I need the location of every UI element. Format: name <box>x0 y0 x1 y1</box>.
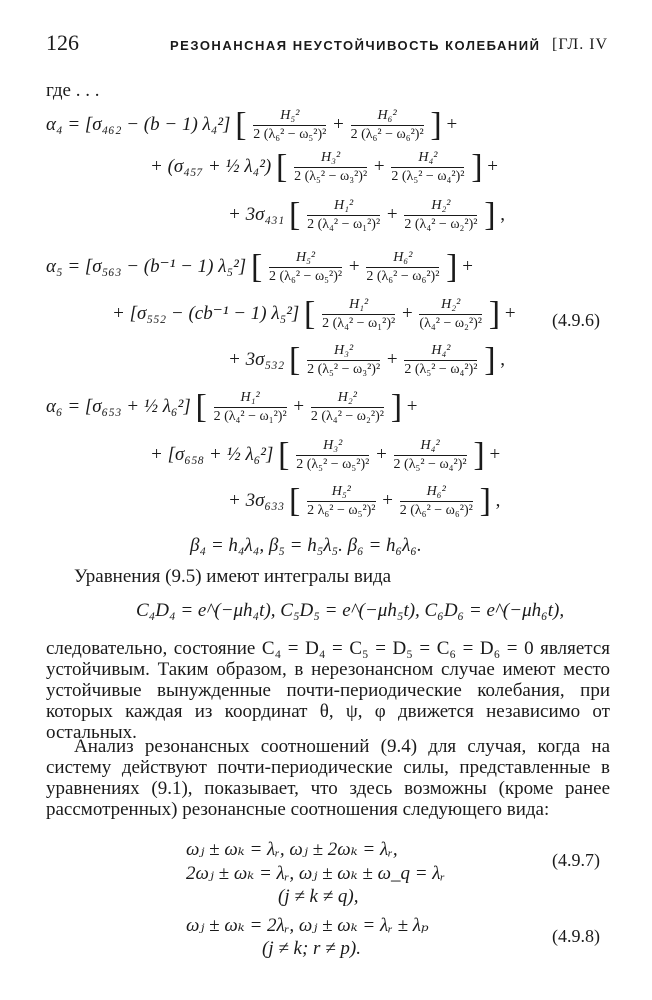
bracket-close: ] <box>479 482 491 520</box>
fraction-denominator: 2 (λ₅² − ω₄²)² <box>393 457 467 472</box>
fraction-denominator: 2 (λ₆² − ω₆²)² <box>399 503 473 518</box>
equation-number: (4.9.6) <box>552 310 600 330</box>
bracket-open: [ <box>195 388 207 426</box>
fraction-numerator: H₄² <box>391 150 464 168</box>
beta-equations: β₄ = h₄λ₄, β₅ = h₅λ₅. β₆ = h₆λ₆. <box>190 535 422 556</box>
bracket-close: ] <box>446 248 458 286</box>
equation-number: (4.9.8) <box>552 926 600 946</box>
fraction-numerator: H₄² <box>394 438 467 456</box>
fraction-numerator: H₃² <box>296 438 369 456</box>
where-label: где . . . <box>46 80 100 101</box>
bracket-open: [ <box>250 248 263 286</box>
fraction-denominator: 2 (λ₆² − ω₅²)² <box>253 127 327 142</box>
page-number: 126 <box>46 30 79 55</box>
fraction-denominator: 2 (λ₄² − ω₁²)² <box>213 409 287 424</box>
fraction-numerator: H₄² <box>404 343 477 361</box>
bracket-open: [ <box>289 196 301 234</box>
alpha5-line3: + 3σ₅₃₂ [ $\frac{\text{H₃²}}{\text{2 (λ₅² − ω₃²)²}}$ + $\frac{\text{H₄²}}{\text{2 (λ₅² − ω₄²)²}}$ ] , <box>228 341 506 379</box>
fraction-denominator: 2 (λ₆² − ω₆²)² <box>366 269 440 284</box>
resonance-condition2: (j ≠ k; r ≠ p). <box>262 938 361 959</box>
alpha5-term2: + [σ₅₅₂ − (cb⁻¹ − 1) λ₅²] <box>112 302 300 324</box>
resonance-line1: ωⱼ ± ωₖ = λᵣ, ωⱼ ± 2ωₖ = λᵣ, <box>186 839 398 860</box>
fraction-denominator: 2 (λ₅² − ω₄²)² <box>404 362 478 377</box>
fraction <box>294 150 367 185</box>
fraction-numerator: H₃² <box>307 343 380 361</box>
fraction-numerator: H₁² <box>214 390 287 408</box>
fraction-denominator: 2 (λ₄² − ω₁²)² <box>322 316 396 331</box>
chapter-label: [ГЛ. IV <box>552 36 609 53</box>
bracket-close: ] <box>390 388 403 426</box>
alpha4-lhs: α₄ = [σ₄₆₂ − (b − 1) λ₄²] <box>46 113 231 135</box>
fraction-numerator: H₆² <box>366 250 439 268</box>
resonance-condition1: (j ≠ k ≠ q), <box>278 886 359 907</box>
running-title: РЕЗОНАНСНАЯ НЕУСТОЙЧИВОСТЬ КОЛЕБАНИЙ <box>170 38 541 53</box>
fraction-denominator: 2 (λ₄² − ω₁²)² <box>307 217 381 232</box>
bracket-close: ] <box>473 436 485 474</box>
fraction-numerator: H₂² <box>419 297 482 315</box>
fraction-numerator: H₆² <box>351 108 424 126</box>
fraction <box>296 438 369 473</box>
fraction <box>214 390 287 425</box>
fraction-numerator: H₅² <box>269 250 342 268</box>
fraction <box>391 150 464 185</box>
fraction <box>311 390 384 425</box>
fraction <box>307 198 380 233</box>
alpha6-term2: + [σ₆₅₈ + ½ λ₆²] <box>150 443 274 465</box>
bracket-open: [ <box>289 341 301 379</box>
paragraph-resonance-analysis: Анализ резонансных соотношений (9.4) для случая, когда на систему действуют почти-периодические силы, представленные в уравнениях (9.1), показывает, что здесь возможны (кроме ранее рассмотренных) резонансные соотношения следующего вида: <box>46 736 610 820</box>
alpha6-term3: + 3σ₆₃₃ <box>228 489 285 511</box>
bracket-close: ] <box>430 106 442 144</box>
fraction <box>253 108 326 143</box>
fraction-denominator: 2 (λ₄² − ω₂²)² <box>310 409 384 424</box>
bracket-close: ] <box>484 196 496 234</box>
fraction <box>366 250 439 285</box>
fraction-numerator: H₂² <box>311 390 384 408</box>
fraction-denominator: 2 λ₆² − ω₅²)² <box>307 503 376 518</box>
fraction-numerator: H₃² <box>294 150 367 168</box>
bracket-open: [ <box>276 148 288 186</box>
fraction <box>400 484 473 519</box>
resonance-line3: ωⱼ ± ωₖ = 2λᵣ, ωⱼ ± ωₖ = λᵣ ± λₚ <box>186 915 429 936</box>
fraction <box>307 484 375 519</box>
integrals-formula: C₄D₄ = e^(−μh₄t), C₅D₅ = e^(−μh₅t), C₆D₆ = e^(−μh₆t), <box>136 600 565 621</box>
bracket-close: ] <box>484 341 496 379</box>
paragraph-integrals-intro: Уравнения (9.5) имеют интегралы вида <box>74 566 392 587</box>
bracket-open: [ <box>289 482 301 520</box>
fraction <box>419 297 482 332</box>
alpha5-line2: + [σ₅₅₂ − (cb⁻¹ − 1) λ₅²] [ $\frac{\text{H₁²}}{\text{2 (λ₄² − ω₁²)²}}$ + $\frac{\text{H₂²}}{\text{(λ₄² − ω₂²)²}}$ ] + <box>112 295 516 333</box>
fraction <box>404 198 477 233</box>
alpha6-lhs: α₆ = [σ₆₅₃ + ½ λ₆²] <box>46 395 191 417</box>
fraction-numerator: H₁² <box>307 198 380 216</box>
alpha5-lhs: α₅ = [σ₅₆₃ − (b⁻¹ − 1) λ₅²] <box>46 255 247 277</box>
fraction-denominator: (λ₄² − ω₂²)² <box>419 316 482 331</box>
alpha4-line3: + 3σ₄₃₁ [ $\frac{\text{H₁²}}{\text{2 (λ₄² − ω₁²)²}}$ + $\frac{\text{H₂²}}{\text{2 (λ₄² − ω₂²)²}}$ ] , <box>228 196 506 234</box>
alpha4-line1: α₄ = [σ₄₆₂ − (b − 1) λ₄²] [ $\frac{\text{H₅²}}{\text{2 (λ₆² − ω₅²)²}}$ + $\frac{\text{H₆²}}{\text{2 (λ₆² − ω₆²)²}}$ ] + <box>46 106 458 144</box>
paragraph-stability: следовательно, состояние C₄ = D₄ = C₅ = D₅ = C₆ = D₆ = 0 является устойчивым. Таким образом, в нерезонансном случае имеют место устойчивые вынужденные почти-периодические колебания, при которых каждая из координат θ, ψ, φ движется независимо от остальных. <box>46 638 610 743</box>
fraction-numerator: H₅² <box>307 484 375 502</box>
bracket-open: [ <box>235 106 247 144</box>
fraction-numerator: H₁² <box>322 297 395 315</box>
fraction-denominator: 2 (λ₅² − ω₅²)² <box>296 457 370 472</box>
fraction-denominator: 2 (λ₆² − ω₅²)² <box>269 269 343 284</box>
fraction-denominator: 2 (λ₄² − ω₂²)² <box>404 217 478 232</box>
fraction-denominator: 2 (λ₅² − ω₃²)² <box>294 169 368 184</box>
bracket-close: ] <box>488 295 501 333</box>
bracket-close: ] <box>471 148 483 186</box>
fraction <box>404 343 477 378</box>
fraction-denominator: 2 (λ₅² − ω₄²)² <box>391 169 465 184</box>
alpha5-line1: α₅ = [σ₅₆₃ − (b⁻¹ − 1) λ₅²] [ $\frac{\text{H₅²}}{\text{2 (λ₆² − ω₅²)²}}$ + $\frac{\text{H₆²}}{\text{2 (λ₆² − ω₆²)²}}$ ] + <box>46 248 473 286</box>
alpha4-line2: + (σ₄₅₇ + ½ λ₄²) [ $\frac{\text{H₃²}}{\text{2 (λ₅² − ω₃²)²}}$ + $\frac{\text{H₄²}}{\text{2 (λ₅² − ω₄²)²}}$ ] + <box>150 148 499 186</box>
alpha4-term2: + (σ₄₅₇ + ½ λ₄²) <box>150 155 272 177</box>
fraction <box>351 108 424 143</box>
alpha6-line3: + 3σ₆₃₃ [ $\frac{\text{H₅²}}{\text{2 λ₆² − ω₅²)²}}$ + $\frac{\text{H₆²}}{\text{2 (λ₆² − ω₆²)²}}$ ] , <box>228 482 501 520</box>
fraction <box>307 343 380 378</box>
alpha6-line1: α₆ = [σ₆₅₃ + ½ λ₆²] [ $\frac{\text{H₁²}}{\text{2 (λ₄² − ω₁²)²}}$ + $\frac{\text{H₂²}}{\text{2 (λ₄² − ω₂²)²}}$ ] + <box>46 388 418 426</box>
bracket-open: [ <box>278 436 290 474</box>
alpha5-term3: + 3σ₅₃₂ <box>228 348 285 370</box>
fraction <box>269 250 342 285</box>
equation-number: (4.9.7) <box>552 850 600 870</box>
fraction <box>322 297 395 332</box>
alpha4-term3: + 3σ₄₃₁ <box>228 203 285 225</box>
fraction-numerator: H₂² <box>404 198 477 216</box>
fraction-numerator: H₅² <box>253 108 326 126</box>
bracket-open: [ <box>304 295 316 333</box>
fraction-numerator: H₆² <box>400 484 473 502</box>
fraction <box>394 438 467 473</box>
fraction-denominator: 2 (λ₆² − ω₆²)² <box>350 127 424 142</box>
resonance-line2: 2ωⱼ ± ωₖ = λᵣ, ωⱼ ± ωₖ ± ω_q = λᵣ <box>186 863 446 884</box>
alpha6-line2: + [σ₆₅₈ + ½ λ₆²] [ $\frac{\text{H₃²}}{\text{2 (λ₅² − ω₅²)²}}$ + $\frac{\text{H₄²}}{\text{2 (λ₅² − ω₄²)²}}$ ] + <box>150 436 501 474</box>
fraction-denominator: 2 (λ₅² − ω₃²)² <box>307 362 381 377</box>
